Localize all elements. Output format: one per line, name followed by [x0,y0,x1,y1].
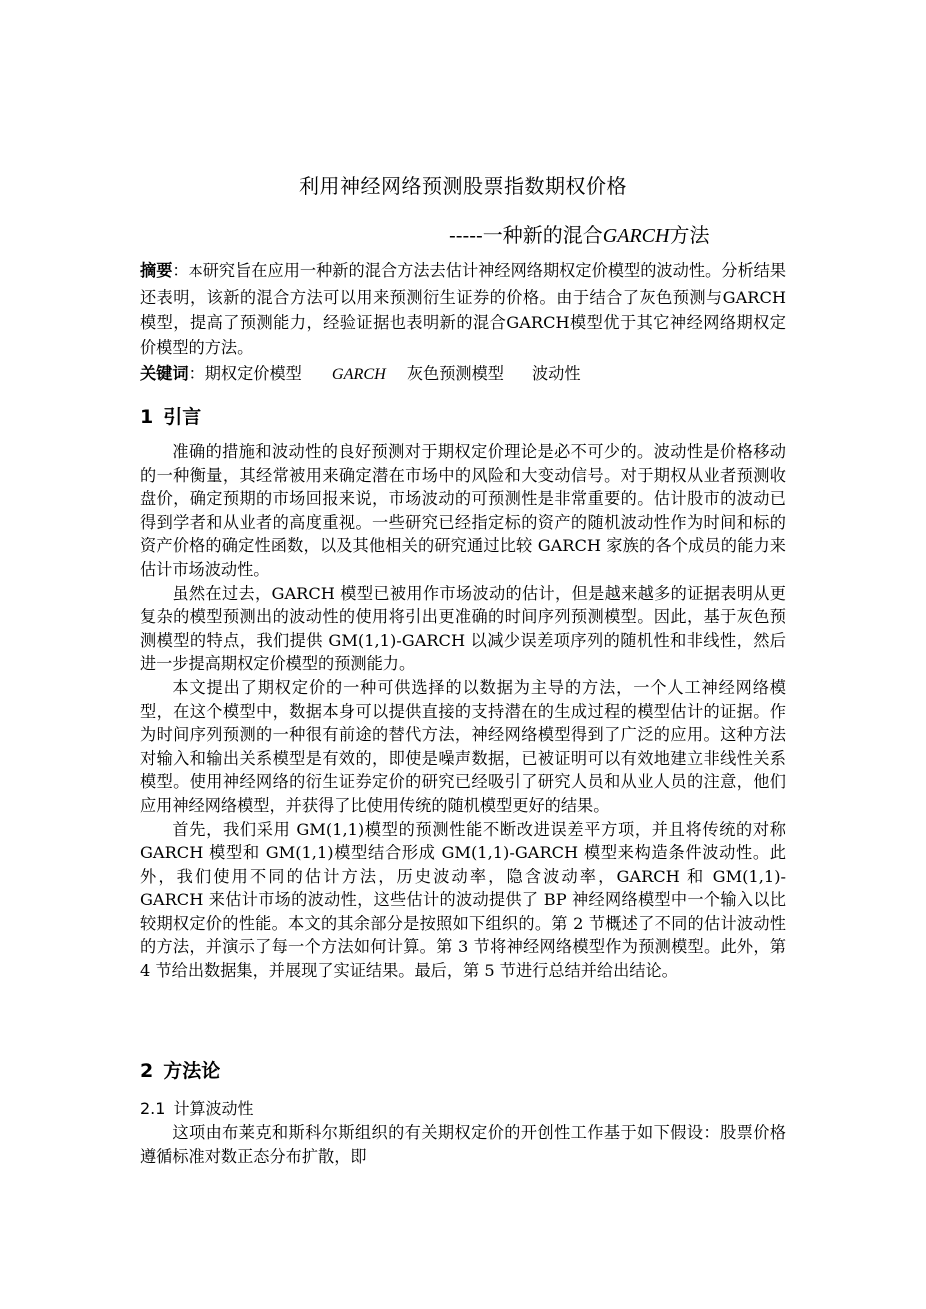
keyword-item: 期权定价模型 [204,364,302,383]
keyword-item: 灰色预测模型 [406,364,504,383]
keywords [140,361,581,387]
paragraph: 本文提出了期权定价的一种可供选择的以数据为主导的方法，一个人工神经网络模型，在这个模型中，数据本身可以提供直接的支持潜在的生成过程的模型估计的证据。作为时间序列预测的一种很有前途的替代方法，神经网络模型得到了广泛的应用。这种方法对输入和输出关系模型是有效的，即使是噪声数据，已被证明可以有效地建立非线性关系模型。使用神经网络的衍生证券定价的研究已经吸引了研究人员和从业人员的注意，他们应用神经网络模型，并获得了比使用传统的随机模型更好的结果。 [140,677,786,815]
abstract-label: 摘要 [140,261,173,280]
keywords-label: 关键词 [140,364,189,383]
paper-subtitle [449,221,709,250]
section-heading-2 [140,1057,220,1085]
section-title: 引言 [163,406,202,428]
subtitle-suffix: 方法 [669,223,710,247]
abstract-colon: ： [172,261,189,280]
section-heading-1 [140,403,201,431]
section-number: 1 [140,406,154,428]
keyword-item: GARCH [331,365,386,383]
abstract-text: 研究旨在应用一种新的混合方法去估计神经网络期权定价模型的波动性。分析结果还表明，该新的混合方法可以用来预测衍生证券的价格。由于结合了灰色预测与GARCH模型，提高了预测能力，经验证据也表明新的混合GARCH模型优于其它神经网络期权定价模型的方法。 [140,261,787,357]
paper-title: 利用神经网络预测股票指数期权价格 [299,174,627,198]
paragraph: 虽然在过去，GARCH 模型已被用作市场波动的估计，但是越来越多的证据表明从更复杂的模型预测出的波动性的使用将引出更准确的时间序列预测模型。因此，基于灰色预测模型的特点，我们提供 GM(1,1)-GARCH 以减少误差项序列的随机性和非线性，然后进一步提高期权定价模型的预测能力。 [140,583,786,674]
paragraph: 首先，我们采用 GM(1,1)模型的预测性能不断改进误差平方项，并且将传统的对称 GARCH 模型和 GM(1,1)模型结合形成 GM(1,1)-GARCH 模型来构造条件波动性。此外，我们使用不同的估计方法，历史波动率，隐含波动率，GARCH 和 GM(1,1)-GARCH 来估计市场的波动性，这些估计的波动提供了 BP 神经网络模型中一个输入以比较期权定价的性能。本文的其余部分是按照如下组织的。第 2 节概述了不同的估计波动性的方法，并演示了每一个方法如何计算。第 3 节将神经网络模型作为预测模型。此外，第 4 节给出数据集，并展现了实证结果。最后，第 5 节进行总结并给出结论。 [140,819,786,981]
keywords-colon: ： [188,364,205,383]
paragraph: 这项由布莱克和斯科尔斯组织的有关期权定价的开创性工作基于如下假设：股票价格遵循标准对数正态分布扩散，即 [140,1123,786,1166]
abstract-lead: 本 [188,264,203,280]
subsection-heading [140,1097,253,1121]
abstract [140,258,786,360]
keyword-item: 波动性 [532,364,581,383]
subsection-number: 2.1 [140,1099,166,1118]
section-1-body [140,440,786,983]
section-number: 2 [140,1060,154,1082]
subtitle-garch: GARCH [602,225,670,247]
section-2-body [140,1121,786,1168]
subsection-title: 计算波动性 [173,1099,254,1118]
section-title: 方法论 [163,1060,221,1082]
subtitle-prefix: -----一种新的混合 [449,223,603,247]
paragraph: 准确的措施和波动性的良好预测对于期权定价理论是必不可少的。波动性是价格移动的一种衡量，其经常被用来确定潜在市场中的风险和大变动信号。对于期权从业者预测收盘价，确定预期的市场回报来说，市场波动的可预测性是非常重要的。估计股市的波动已得到学者和从业者的高度重视。一些研究已经指定标的资产的随机波动性作为时间和标的资产价格的确定性函数，以及其他相关的研究通过比较 GARCH 家族的各个成员的能力来估计市场波动性。 [140,442,786,579]
